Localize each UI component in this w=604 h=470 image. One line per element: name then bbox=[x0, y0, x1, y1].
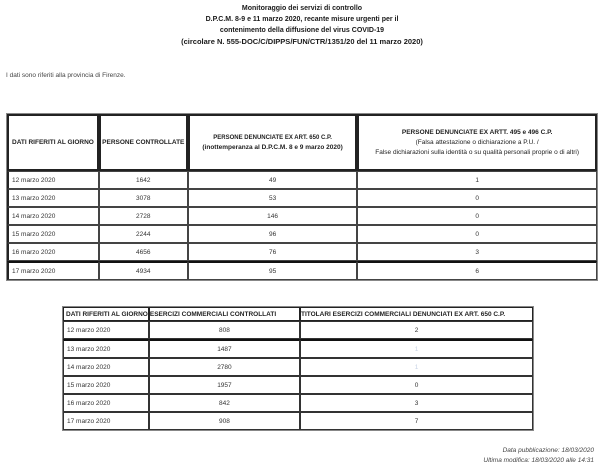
header-decree: D.P.C.M. 8-9 e 11 marzo 2020, recante misure urgenti per il bbox=[205, 16, 399, 23]
header-reported-495 bbox=[357, 114, 597, 171]
header-reported-650 bbox=[188, 114, 357, 171]
cell-date: 14 marzo 2020 bbox=[7, 207, 99, 225]
cell-persons: 4656 bbox=[99, 243, 188, 261]
table-header-row bbox=[7, 114, 597, 171]
table-row bbox=[63, 394, 533, 412]
cell-owners: 1 bbox=[300, 358, 533, 376]
table-row bbox=[63, 339, 533, 358]
cell-reported-495: 0 bbox=[357, 225, 597, 243]
header-owners-reported: TITOLARI ESERCIZI COMMERCIALI DENUNCIATI EX ART. 650 C.P. bbox=[300, 307, 533, 321]
table-row bbox=[63, 321, 533, 339]
header-reported-650-sub: (inottemperanza al D.P.C.M. 8 e 9 marzo 2020) bbox=[202, 143, 343, 151]
cell-shops: 1957 bbox=[149, 376, 300, 394]
header-reported-650-title: PERSONE DENUNCIATE EX ART. 650 C.P. bbox=[213, 134, 332, 141]
page-footer bbox=[483, 446, 594, 466]
shops-controls-table bbox=[62, 306, 534, 431]
page-header bbox=[0, 3, 604, 47]
cell-date: 17 marzo 2020 bbox=[63, 412, 149, 430]
publication-date: Data pubblicazione: 18/03/2020 bbox=[502, 447, 594, 454]
header-title: Monitoraggio dei servizi di controllo bbox=[241, 5, 363, 12]
table-row bbox=[7, 171, 597, 189]
cell-reported-495: 0 bbox=[357, 189, 597, 207]
cell-reported-650: 95 bbox=[188, 261, 357, 280]
header-reported-495-sub1: (Falsa attestazione o dichiarazione a P.U. / bbox=[415, 138, 539, 146]
cell-reported-650: 146 bbox=[188, 207, 357, 225]
cell-date: 17 marzo 2020 bbox=[7, 261, 99, 280]
last-modified: Ultima modifica: 18/03/2020 alle 14:31 bbox=[483, 457, 594, 464]
cell-date: 14 marzo 2020 bbox=[63, 358, 149, 376]
cell-reported-495: 3 bbox=[357, 243, 597, 261]
cell-reported-495: 1 bbox=[357, 171, 597, 189]
cell-persons: 2244 bbox=[99, 225, 188, 243]
cell-owners: 1 bbox=[300, 339, 533, 358]
cell-date: 13 marzo 2020 bbox=[7, 189, 99, 207]
table-row bbox=[63, 358, 533, 376]
persons-controls-table bbox=[6, 113, 598, 281]
cell-owners: 7 bbox=[300, 412, 533, 430]
cell-owners: 3 bbox=[300, 394, 533, 412]
table-row bbox=[7, 243, 597, 261]
intro-text: I dati sono riferiti alla provincia di Firenze. bbox=[6, 72, 126, 79]
table-row bbox=[63, 376, 533, 394]
table-row bbox=[7, 225, 597, 243]
header-shops-controlled: ESERCIZI COMMERCIALI CONTROLLATI bbox=[149, 307, 300, 321]
cell-shops: 842 bbox=[149, 394, 300, 412]
cell-shops: 2780 bbox=[149, 358, 300, 376]
header-reported-495-sub2: False dichiarazioni sulla identità o su qualità personali proprie o di altri) bbox=[375, 148, 580, 156]
cell-owners: 2 bbox=[300, 321, 533, 339]
cell-reported-495: 6 bbox=[357, 261, 597, 280]
table-row bbox=[7, 261, 597, 280]
cell-reported-495: 0 bbox=[357, 207, 597, 225]
table-row bbox=[7, 189, 597, 207]
header-date: DATI RIFERITI AL GIORNO bbox=[63, 307, 149, 321]
cell-date: 13 marzo 2020 bbox=[63, 339, 149, 358]
header-persons-controlled: PERSONE CONTROLLATE bbox=[99, 114, 188, 171]
cell-reported-650: 53 bbox=[188, 189, 357, 207]
header-reported-495-title: PERSONE DENUNCIATE EX ARTT. 495 e 496 C.P. bbox=[401, 128, 553, 136]
cell-persons: 2728 bbox=[99, 207, 188, 225]
cell-reported-650: 76 bbox=[188, 243, 357, 261]
cell-reported-650: 49 bbox=[188, 171, 357, 189]
table-header-row bbox=[63, 307, 533, 321]
cell-date: 15 marzo 2020 bbox=[7, 225, 99, 243]
cell-date: 16 marzo 2020 bbox=[63, 394, 149, 412]
header-circular: (circolare N. 555-DOC/C/DIPPS/FUN/CTR/1351/20 del 11 marzo 2020) bbox=[181, 37, 423, 46]
cell-shops: 908 bbox=[149, 412, 300, 430]
header-subject: contenimento della diffusione del virus COVID-19 bbox=[219, 27, 385, 34]
cell-persons: 4934 bbox=[99, 261, 188, 280]
cell-date: 12 marzo 2020 bbox=[63, 321, 149, 339]
cell-date: 12 marzo 2020 bbox=[7, 171, 99, 189]
table-row bbox=[7, 207, 597, 225]
cell-shops: 1487 bbox=[149, 339, 300, 358]
cell-owners: 0 bbox=[300, 376, 533, 394]
cell-persons: 1642 bbox=[99, 171, 188, 189]
table-row bbox=[63, 412, 533, 430]
cell-shops: 808 bbox=[149, 321, 300, 339]
cell-date: 16 marzo 2020 bbox=[7, 243, 99, 261]
cell-date: 15 marzo 2020 bbox=[63, 376, 149, 394]
header-date: DATI RIFERITI AL GIORNO bbox=[7, 114, 99, 171]
cell-reported-650: 96 bbox=[188, 225, 357, 243]
cell-persons: 3078 bbox=[99, 189, 188, 207]
